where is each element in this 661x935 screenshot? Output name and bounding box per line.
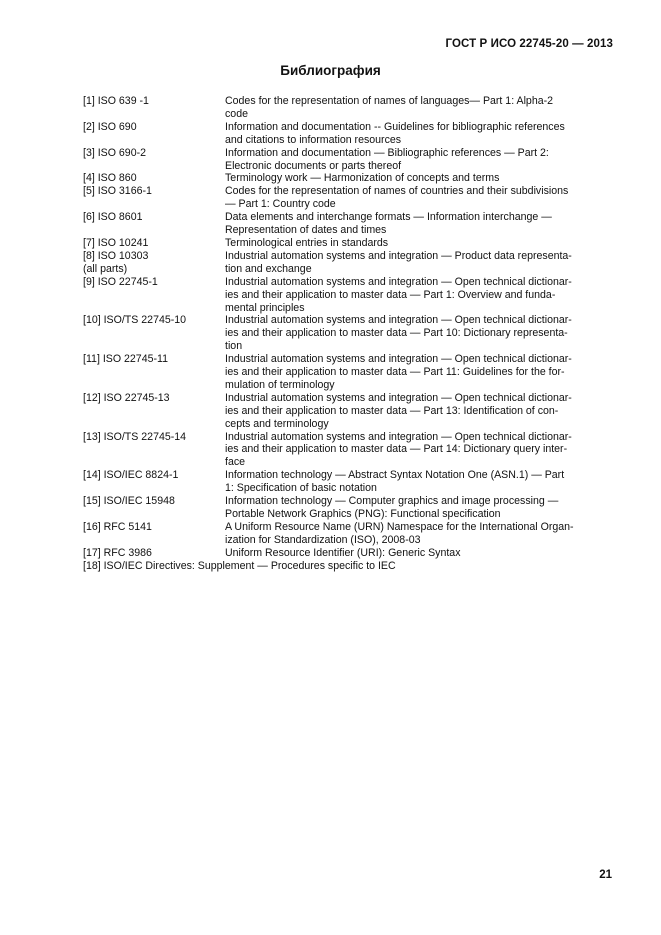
entry-description (225, 95, 598, 121)
entry-reference (83, 521, 225, 534)
description-line: ies and their application to master data — Part 13: Identification of con- (225, 404, 559, 417)
bibliography-entry (83, 469, 598, 495)
bibliography-entry (83, 185, 598, 211)
entry-reference (83, 172, 225, 185)
bibliography-entry (83, 495, 598, 521)
description-line: ies and their application to master data — Part 11: Guidelines for the for- (225, 366, 565, 379)
entry-description (225, 353, 598, 392)
reference-line: [5] ISO 3166-1 (83, 185, 152, 198)
reference-line: [17] RFC 3986 (83, 546, 152, 559)
entry-reference (83, 547, 225, 560)
description-line: A Uniform Resource Name (URN) Namespace for the International Organ- (225, 520, 574, 533)
entry-description (225, 211, 598, 237)
description-line: Industrial automation systems and integration — Product data representa- (225, 249, 572, 262)
reference-line: [8] ISO 10303 (83, 249, 149, 262)
description-line: Industrial automation systems and integration — Open technical dictionar- (225, 275, 572, 288)
entry-reference (83, 276, 225, 289)
reference-line: [12] ISO 22745-13 (83, 391, 170, 404)
entry-reference (83, 431, 225, 444)
entry-reference (83, 250, 225, 276)
description-line: cepts and terminology (225, 417, 329, 430)
entry-reference (83, 469, 225, 482)
entry-description (225, 276, 598, 315)
reference-line: [11] ISO 22745-11 (83, 353, 169, 366)
description-line: Uniform Resource Identifier (URI): Generic Syntax (225, 546, 461, 559)
description-line: Information technology — Abstract Syntax Notation One (ASN.1) — Part (225, 469, 565, 482)
description-line: Terminological entries in standards (225, 236, 389, 249)
description-line: mental principles (225, 301, 305, 314)
description-line: face (225, 456, 246, 469)
description-line: Electronic documents or parts thereof (225, 159, 402, 172)
reference-line: [15] ISO/IEC 15948 (83, 495, 175, 508)
description-line: — Part 1: Country code (225, 198, 336, 211)
bibliography-entry (83, 392, 598, 431)
reference-line: (all parts) (83, 262, 128, 275)
entry-reference (83, 495, 225, 508)
description-line: Information and documentation — Bibliographic references — Part 2: (225, 146, 549, 159)
entry-description (225, 521, 598, 547)
entry-reference (83, 121, 225, 134)
entry-reference (83, 314, 225, 327)
bibliography-entry (83, 95, 598, 121)
description-line: ization for Standardization (ISO), 2008-03 (225, 533, 421, 546)
description-line: Representation of dates and times (225, 224, 387, 237)
bibliography-entry (83, 314, 598, 353)
description-line: Codes for the representation of names of countries and their subdivisions (225, 185, 569, 198)
description-line: ies and their application to master data — Part 14: Dictionary query inter- (225, 443, 568, 456)
entry-description (225, 392, 598, 431)
description-line: Industrial automation systems and integration — Open technical dictionar- (225, 353, 572, 366)
description-line: Portable Network Graphics (PNG): Functional specification (225, 508, 501, 520)
entry-reference (83, 95, 225, 108)
description-line: mulation of terminology (225, 378, 335, 391)
entry-reference (83, 392, 225, 405)
description-line: 1: Specification of basic notation (225, 482, 377, 495)
description-line: ies and their application to master data — Part 10: Dictionary representa- (225, 327, 568, 340)
reference-line: [4] ISO 860 (83, 172, 137, 185)
bibliography-entry (83, 250, 598, 276)
entry-description (225, 495, 598, 521)
bibliography-entry (83, 172, 598, 185)
bibliography-entry (83, 276, 598, 315)
bibliography-entry (83, 237, 598, 250)
reference-line: [9] ISO 22745-1 (83, 275, 158, 288)
entry-description (225, 547, 598, 560)
description-line: Information technology — Computer graphics and image processing — (225, 495, 559, 508)
document-header: ГОСТ Р ИСО 22745-20 — 2013 (445, 38, 613, 50)
entry-reference (83, 147, 225, 160)
entry-description (225, 185, 598, 211)
description-line: ies and their application to master data — Part 1: Overview and funda- (225, 288, 556, 301)
reference-line: [7] ISO 10241 (83, 236, 149, 249)
description-line: Data elements and interchange formats — Information interchange — (225, 211, 552, 224)
reference-line: [3] ISO 690-2 (83, 146, 147, 159)
reference-line: [13] ISO/TS 22745-14 (83, 430, 187, 443)
reference-line: [1] ISO 639 -1 (83, 95, 149, 107)
bibliography-list (83, 95, 598, 573)
description-line: Industrial automation systems and integration — Open technical dictionar- (225, 430, 572, 443)
bibliography-entry (83, 147, 598, 173)
reference-line: [6] ISO 8601 (83, 211, 143, 224)
description-line: Industrial automation systems and integration — Open technical dictionar- (225, 391, 572, 404)
bibliography-entry-full: [18] ISO/IEC Directives: Supplement — Procedures specific to IEC (83, 559, 396, 572)
entry-description (225, 237, 598, 250)
entry-description (225, 431, 598, 470)
reference-line: [14] ISO/IEC 8824-1 (83, 469, 179, 482)
bibliography-entry (83, 521, 598, 547)
reference-line: [2] ISO 690 (83, 120, 137, 133)
bibliography-entry (83, 211, 598, 237)
description-line: and citations to information resources (225, 133, 402, 146)
bibliography-entry (83, 121, 598, 147)
bibliography-entry (83, 353, 598, 392)
entry-reference (83, 211, 225, 224)
entry-description (225, 147, 598, 173)
description-line: Industrial automation systems and integration — Open technical dictionar- (225, 314, 572, 327)
reference-line: [10] ISO/TS 22745-10 (83, 314, 187, 327)
description-line: tion and exchange (225, 262, 312, 275)
bibliography-entry (83, 547, 598, 560)
description-line: Terminology work — Harmonization of concepts and terms (225, 172, 500, 185)
entry-reference (83, 353, 225, 366)
entry-description (225, 469, 598, 495)
entry-reference (83, 237, 225, 250)
description-line: code (225, 107, 248, 120)
description-line: Information and documentation -- Guidelines for bibliographic references (225, 120, 565, 133)
entry-description (225, 250, 598, 276)
entry-reference (83, 185, 225, 198)
entry-description (225, 121, 598, 147)
description-line: tion (225, 340, 243, 353)
reference-line: [16] RFC 5141 (83, 520, 152, 533)
entry-description (225, 172, 598, 185)
page-number: 21 (599, 869, 612, 881)
description-line: Codes for the representation of names of languages— Part 1: Alpha-2 (225, 95, 554, 107)
entry-description (225, 314, 598, 353)
page-title: Библиография (280, 63, 381, 78)
bibliography-entry (83, 431, 598, 470)
